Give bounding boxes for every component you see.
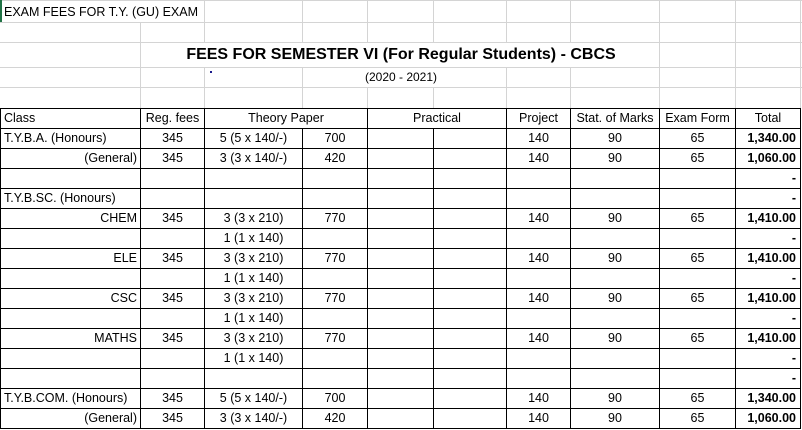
- project-cell[interactable]: 140: [507, 149, 571, 169]
- selected-cell-indicator: [0, 0, 2, 22]
- table-row: [1, 309, 801, 329]
- table-row: [1, 249, 801, 269]
- stat-of-marks-cell[interactable]: 90: [571, 149, 660, 169]
- theory-count-cell[interactable]: 3 (3 x 210): [205, 289, 303, 309]
- theory-count-cell[interactable]: 5 (5 x 140/-): [205, 389, 303, 409]
- stat-of-marks-cell[interactable]: 90: [571, 209, 660, 229]
- table-row: [1, 209, 801, 229]
- theory-amount-cell[interactable]: [303, 169, 368, 189]
- practical-cell[interactable]: [368, 309, 434, 329]
- theory-amount-cell[interactable]: 770: [303, 289, 368, 309]
- project-cell[interactable]: 140: [507, 389, 571, 409]
- exam-form-cell[interactable]: 65: [660, 149, 736, 169]
- class-cell[interactable]: (General): [1, 149, 141, 169]
- gridline: [0, 87, 802, 88]
- practical-cell[interactable]: [368, 249, 434, 269]
- stat-of-marks-cell[interactable]: [571, 189, 660, 209]
- practical-cell[interactable]: [368, 129, 434, 149]
- stat-of-marks-cell[interactable]: 90: [571, 329, 660, 349]
- exam-form-cell[interactable]: 65: [660, 249, 736, 269]
- practical-cell[interactable]: [434, 409, 507, 429]
- exam-form-cell[interactable]: [660, 189, 736, 209]
- total-cell[interactable]: 1,410.00: [736, 249, 801, 269]
- exam-form-cell[interactable]: [660, 349, 736, 369]
- total-cell[interactable]: -: [736, 229, 801, 249]
- stray-mark: [210, 71, 212, 73]
- table-body: [1, 129, 801, 429]
- theory-amount-cell[interactable]: [303, 369, 368, 389]
- header-exam-form[interactable]: Exam Form: [660, 109, 736, 129]
- theory-amount-cell[interactable]: 700: [303, 129, 368, 149]
- page-title[interactable]: [0, 44, 802, 66]
- exam-form-cell[interactable]: [660, 309, 736, 329]
- stat-of-marks-cell[interactable]: 90: [571, 129, 660, 149]
- theory-amount-cell[interactable]: 770: [303, 329, 368, 349]
- reg-fees-cell[interactable]: [141, 369, 205, 389]
- practical-cell[interactable]: [368, 269, 434, 289]
- practical-cell[interactable]: [368, 229, 434, 249]
- project-cell[interactable]: [507, 369, 571, 389]
- reg-fees-cell[interactable]: [141, 269, 205, 289]
- practical-cell[interactable]: [434, 329, 507, 349]
- total-cell[interactable]: 1,410.00: [736, 209, 801, 229]
- header-class[interactable]: Class: [1, 109, 141, 129]
- project-cell[interactable]: [507, 229, 571, 249]
- reg-fees-cell[interactable]: [141, 189, 205, 209]
- exam-form-cell[interactable]: 65: [660, 329, 736, 349]
- exam-form-cell[interactable]: [660, 269, 736, 289]
- theory-count-cell[interactable]: [205, 189, 303, 209]
- practical-cell[interactable]: [368, 209, 434, 229]
- total-cell[interactable]: 1,060.00: [736, 409, 801, 429]
- class-cell[interactable]: T.Y.B.SC. (Honours): [1, 189, 141, 209]
- practical-cell[interactable]: [368, 169, 434, 189]
- class-cell[interactable]: [1, 169, 141, 189]
- total-cell[interactable]: -: [736, 169, 801, 189]
- practical-cell[interactable]: [434, 389, 507, 409]
- practical-cell[interactable]: [434, 269, 507, 289]
- project-cell[interactable]: 140: [507, 409, 571, 429]
- practical-cell[interactable]: [434, 309, 507, 329]
- gridline: [0, 22, 802, 23]
- practical-cell[interactable]: [434, 349, 507, 369]
- class-cell[interactable]: [1, 229, 141, 249]
- stat-of-marks-cell[interactable]: 90: [571, 289, 660, 309]
- practical-cell[interactable]: [368, 149, 434, 169]
- project-cell[interactable]: [507, 349, 571, 369]
- header-cell[interactable]: EXAM FEES FOR T.Y. (GU) EXAM: [4, 5, 199, 19]
- table-row: [1, 369, 801, 389]
- theory-amount-cell[interactable]: 770: [303, 209, 368, 229]
- reg-fees-cell[interactable]: 345: [141, 389, 205, 409]
- class-cell[interactable]: ELE: [1, 249, 141, 269]
- practical-cell[interactable]: [368, 389, 434, 409]
- stat-of-marks-cell[interactable]: 90: [571, 249, 660, 269]
- total-cell[interactable]: 1,410.00: [736, 329, 801, 349]
- theory-amount-cell[interactable]: 420: [303, 409, 368, 429]
- total-cell[interactable]: -: [736, 349, 801, 369]
- theory-amount-cell[interactable]: [303, 189, 368, 209]
- total-cell[interactable]: -: [736, 269, 801, 289]
- exam-form-cell[interactable]: [660, 369, 736, 389]
- theory-count-cell[interactable]: [205, 169, 303, 189]
- theory-amount-cell[interactable]: [303, 309, 368, 329]
- table-row: [1, 129, 801, 149]
- theory-count-cell[interactable]: 5 (5 x 140/-): [205, 129, 303, 149]
- page-subtitle[interactable]: (2020 - 2021): [364, 70, 438, 84]
- theory-count-cell[interactable]: 1 (1 x 140): [205, 229, 303, 249]
- class-cell[interactable]: [1, 369, 141, 389]
- theory-count-cell[interactable]: [205, 369, 303, 389]
- class-cell[interactable]: (General): [1, 409, 141, 429]
- class-cell[interactable]: [1, 269, 141, 289]
- theory-count-cell[interactable]: 1 (1 x 140): [205, 309, 303, 329]
- reg-fees-cell[interactable]: 345: [141, 409, 205, 429]
- project-cell[interactable]: 140: [507, 329, 571, 349]
- stat-of-marks-cell[interactable]: [571, 169, 660, 189]
- stat-of-marks-cell[interactable]: [571, 349, 660, 369]
- project-cell[interactable]: [507, 189, 571, 209]
- practical-cell[interactable]: [434, 229, 507, 249]
- practical-cell[interactable]: [368, 289, 434, 309]
- table-row: [1, 229, 801, 249]
- total-cell[interactable]: 1,060.00: [736, 149, 801, 169]
- project-cell[interactable]: 140: [507, 209, 571, 229]
- class-cell[interactable]: [1, 349, 141, 369]
- theory-amount-cell[interactable]: 420: [303, 149, 368, 169]
- table-row: [1, 149, 801, 169]
- practical-cell[interactable]: [368, 409, 434, 429]
- reg-fees-cell[interactable]: 345: [141, 329, 205, 349]
- practical-cell[interactable]: [434, 249, 507, 269]
- exam-form-cell[interactable]: 65: [660, 389, 736, 409]
- class-cell[interactable]: MATHS: [1, 329, 141, 349]
- project-cell[interactable]: 140: [507, 249, 571, 269]
- practical-cell[interactable]: [368, 329, 434, 349]
- theory-count-cell[interactable]: 3 (3 x 140/-): [205, 149, 303, 169]
- reg-fees-cell[interactable]: 345: [141, 209, 205, 229]
- exam-form-cell[interactable]: 65: [660, 129, 736, 149]
- total-cell[interactable]: 1,340.00: [736, 129, 801, 149]
- table-row: [1, 189, 801, 209]
- theory-count-cell[interactable]: 3 (3 x 210): [205, 209, 303, 229]
- header-total[interactable]: Total: [736, 109, 801, 129]
- table-row: [1, 389, 801, 409]
- project-cell[interactable]: [507, 169, 571, 189]
- total-cell[interactable]: -: [736, 189, 801, 209]
- total-cell[interactable]: -: [736, 309, 801, 329]
- project-cell[interactable]: [507, 269, 571, 289]
- total-cell[interactable]: 1,340.00: [736, 389, 801, 409]
- practical-cell[interactable]: [368, 349, 434, 369]
- project-cell[interactable]: 140: [507, 289, 571, 309]
- exam-form-cell[interactable]: [660, 169, 736, 189]
- stat-of-marks-cell[interactable]: [571, 229, 660, 249]
- total-cell[interactable]: 1,410.00: [736, 289, 801, 309]
- table-row: [1, 169, 801, 189]
- theory-amount-cell[interactable]: 700: [303, 389, 368, 409]
- header-project[interactable]: Project: [507, 109, 571, 129]
- theory-count-cell[interactable]: 1 (1 x 140): [205, 349, 303, 369]
- table-row: [1, 289, 801, 309]
- table-row: [1, 329, 801, 349]
- header-reg-fees[interactable]: Reg. fees: [141, 109, 205, 129]
- class-cell[interactable]: CSC: [1, 289, 141, 309]
- reg-fees-cell[interactable]: 345: [141, 129, 205, 149]
- theory-amount-cell[interactable]: 770: [303, 249, 368, 269]
- theory-count-cell[interactable]: 3 (3 x 140/-): [205, 409, 303, 429]
- reg-fees-cell[interactable]: [141, 169, 205, 189]
- project-cell[interactable]: 140: [507, 129, 571, 149]
- theory-count-cell[interactable]: 3 (3 x 210): [205, 249, 303, 269]
- project-cell[interactable]: [507, 309, 571, 329]
- stat-of-marks-cell[interactable]: 90: [571, 389, 660, 409]
- header-row: [1, 109, 801, 129]
- reg-fees-cell[interactable]: [141, 309, 205, 329]
- stat-of-marks-cell[interactable]: 90: [571, 409, 660, 429]
- theory-amount-cell[interactable]: [303, 269, 368, 289]
- table-row: [1, 269, 801, 289]
- practical-cell[interactable]: [434, 209, 507, 229]
- theory-amount-cell[interactable]: [303, 229, 368, 249]
- stat-of-marks-cell[interactable]: [571, 369, 660, 389]
- practical-cell[interactable]: [434, 129, 507, 149]
- stat-of-marks-cell[interactable]: [571, 269, 660, 289]
- exam-form-cell[interactable]: 65: [660, 209, 736, 229]
- theory-count-cell[interactable]: 1 (1 x 140): [205, 269, 303, 289]
- practical-cell[interactable]: [434, 289, 507, 309]
- practical-cell[interactable]: [368, 369, 434, 389]
- exam-form-cell[interactable]: 65: [660, 289, 736, 309]
- stat-of-marks-cell[interactable]: [571, 309, 660, 329]
- reg-fees-cell[interactable]: [141, 229, 205, 249]
- class-cell[interactable]: T.Y.B.COM. (Honours): [1, 389, 141, 409]
- class-cell[interactable]: [1, 309, 141, 329]
- reg-fees-cell[interactable]: 345: [141, 249, 205, 269]
- table-row: [1, 349, 801, 369]
- practical-cell[interactable]: [434, 169, 507, 189]
- practical-cell[interactable]: [434, 189, 507, 209]
- practical-cell[interactable]: [434, 149, 507, 169]
- class-cell[interactable]: T.Y.B.A. (Honours): [1, 129, 141, 149]
- reg-fees-cell[interactable]: [141, 349, 205, 369]
- header-practical[interactable]: Practical: [368, 109, 507, 129]
- table-row: [1, 409, 801, 429]
- title-text: FEES FOR SEMESTER VI (For Regular Students) - CBCS: [186, 46, 616, 63]
- header-theory-paper[interactable]: Theory Paper: [205, 109, 368, 129]
- reg-fees-cell[interactable]: 345: [141, 149, 205, 169]
- fees-table: [0, 108, 801, 429]
- practical-cell[interactable]: [434, 369, 507, 389]
- header-stat-of-marks[interactable]: Stat. of Marks: [571, 109, 660, 129]
- class-cell[interactable]: CHEM: [1, 209, 141, 229]
- exam-form-cell[interactable]: [660, 229, 736, 249]
- theory-amount-cell[interactable]: [303, 349, 368, 369]
- total-cell[interactable]: -: [736, 369, 801, 389]
- reg-fees-cell[interactable]: 345: [141, 289, 205, 309]
- practical-cell[interactable]: [368, 189, 434, 209]
- theory-count-cell[interactable]: 3 (3 x 210): [205, 329, 303, 349]
- exam-form-cell[interactable]: 65: [660, 409, 736, 429]
